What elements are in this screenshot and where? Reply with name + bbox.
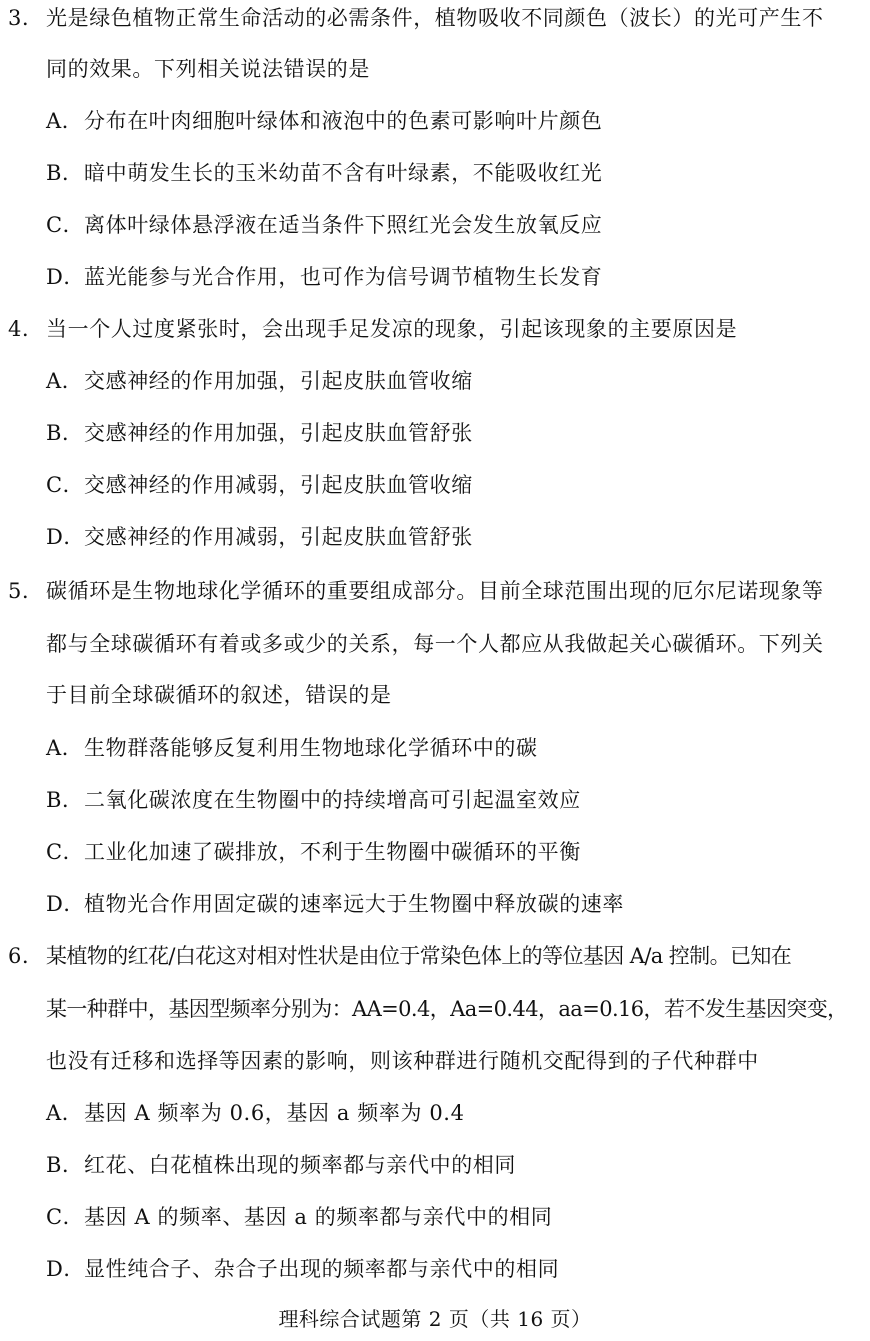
question-4-stem-line-1: [8, 314, 737, 344]
option-text: 基因 A 频率为 0.6，基因 a 频率为 0.4: [84, 1101, 465, 1125]
option-text: 交感神经的作用加强，引起皮肤血管收缩: [84, 369, 473, 393]
option-text: 蓝光能参与光合作用，也可作为信号调节植物生长发育: [84, 265, 603, 289]
question-5-stem-line-2: 都与全球碳循环有着或多或少的关系，每一个人都应从我做起关心碳循环。下列关: [46, 632, 824, 656]
question-5-stem-line-1: [8, 576, 824, 606]
option-text: 交感神经的作用减弱，引起皮肤血管舒张: [84, 525, 473, 549]
option-label: C．: [46, 840, 85, 864]
question-3-option-d: [46, 262, 602, 292]
option-text: 基因 A 的频率、基因 a 的频率都与亲代中的相同: [84, 1205, 553, 1229]
question-6-stem-line-3: 也没有迁移和选择等因素的影响，则该种群进行随机交配得到的子代种群中: [46, 1049, 759, 1073]
question-text: 光是绿色植物正常生命活动的必需条件，植物吸收不同颜色（波长）的光可产生不: [46, 6, 824, 30]
question-4-option-a: [46, 366, 473, 396]
question-6-option-c: [46, 1202, 552, 1232]
option-text: 红花、白花植株出现的频率都与亲代中的相同: [84, 1153, 516, 1177]
question-5-stem-line-3: 于目前全球碳循环的叙述，错误的是: [46, 683, 392, 707]
option-label: A．: [46, 736, 84, 760]
question-3-stem-line-1: [8, 3, 824, 33]
option-label: D．: [46, 892, 86, 916]
option-text: 离体叶绿体悬浮液在适当条件下照红光会发生放氧反应: [84, 213, 603, 237]
option-label: C．: [46, 213, 85, 237]
option-text: 植物光合作用固定碳的速率远大于生物圈中释放碳的速率: [84, 892, 624, 916]
option-label: A．: [46, 369, 84, 393]
option-text: 生物群落能够反复利用生物地球化学循环中的碳: [84, 736, 538, 760]
question-6-stem-line-1: [8, 941, 791, 971]
question-number: 3．: [8, 6, 44, 30]
option-label: B．: [46, 788, 84, 812]
question-6-option-a: [46, 1098, 465, 1128]
question-text: 当一个人过度紧张时，会出现手足发凉的现象，引起该现象的主要原因是: [46, 317, 738, 341]
question-text: 某植物的红花/白花这对相对性状是由位于常染色体上的等位基因 A/a 控制。已知在: [46, 944, 792, 968]
option-label: C．: [46, 1205, 85, 1229]
option-text: 暗中萌发生长的玉米幼苗不含有叶绿素，不能吸收红光: [84, 161, 603, 185]
option-label: D．: [46, 265, 86, 289]
question-3-option-a: [46, 106, 602, 136]
question-6-option-d: [46, 1254, 559, 1284]
option-text: 显性纯合子、杂合子出现的频率都与亲代中的相同: [84, 1257, 560, 1281]
option-text: 分布在叶肉细胞叶绿体和液泡中的色素可影响叶片颜色: [84, 109, 603, 133]
question-number: 5．: [8, 579, 44, 603]
question-number: 6．: [8, 944, 44, 968]
question-3-stem-line-2: 同的效果。下列相关说法错误的是: [46, 57, 370, 81]
option-label: B．: [46, 1153, 84, 1177]
question-5-option-d: [46, 889, 624, 919]
option-label: A．: [46, 1101, 84, 1125]
option-text: 二氧化碳浓度在生物圈中的持续增高可引起温室效应: [84, 788, 581, 812]
question-6-stem-line-2: 某一种群中，基因型频率分别为：AA=0.4，Aa=0.44，aa=0.16，若不发生基因突变，: [46, 997, 848, 1021]
question-4-option-d: [46, 522, 473, 552]
question-6-option-b: [46, 1150, 516, 1180]
option-label: C．: [46, 473, 85, 497]
option-label: D．: [46, 1257, 86, 1281]
question-3-option-c: [46, 210, 602, 240]
question-text: 碳循环是生物地球化学循环的重要组成部分。目前全球范围出现的厄尔尼诺现象等: [46, 579, 824, 603]
option-label: B．: [46, 161, 84, 185]
option-label: D．: [46, 525, 86, 549]
question-4-option-b: [46, 418, 473, 448]
option-label: A．: [46, 109, 84, 133]
option-text: 工业化加速了碳排放，不利于生物圈中碳循环的平衡: [84, 840, 581, 864]
option-text: 交感神经的作用加强，引起皮肤血管舒张: [84, 421, 473, 445]
option-label: B．: [46, 421, 84, 445]
question-3-option-b: [46, 158, 602, 188]
question-4-option-c: [46, 470, 473, 500]
question-5-option-a: [46, 733, 538, 763]
page-footer: 理科综合试题第 2 页（共 16 页）: [278, 1307, 592, 1331]
question-5-option-c: [46, 837, 581, 867]
question-number: 4．: [8, 317, 44, 341]
question-5-option-b: [46, 785, 581, 815]
option-text: 交感神经的作用减弱，引起皮肤血管收缩: [84, 473, 473, 497]
